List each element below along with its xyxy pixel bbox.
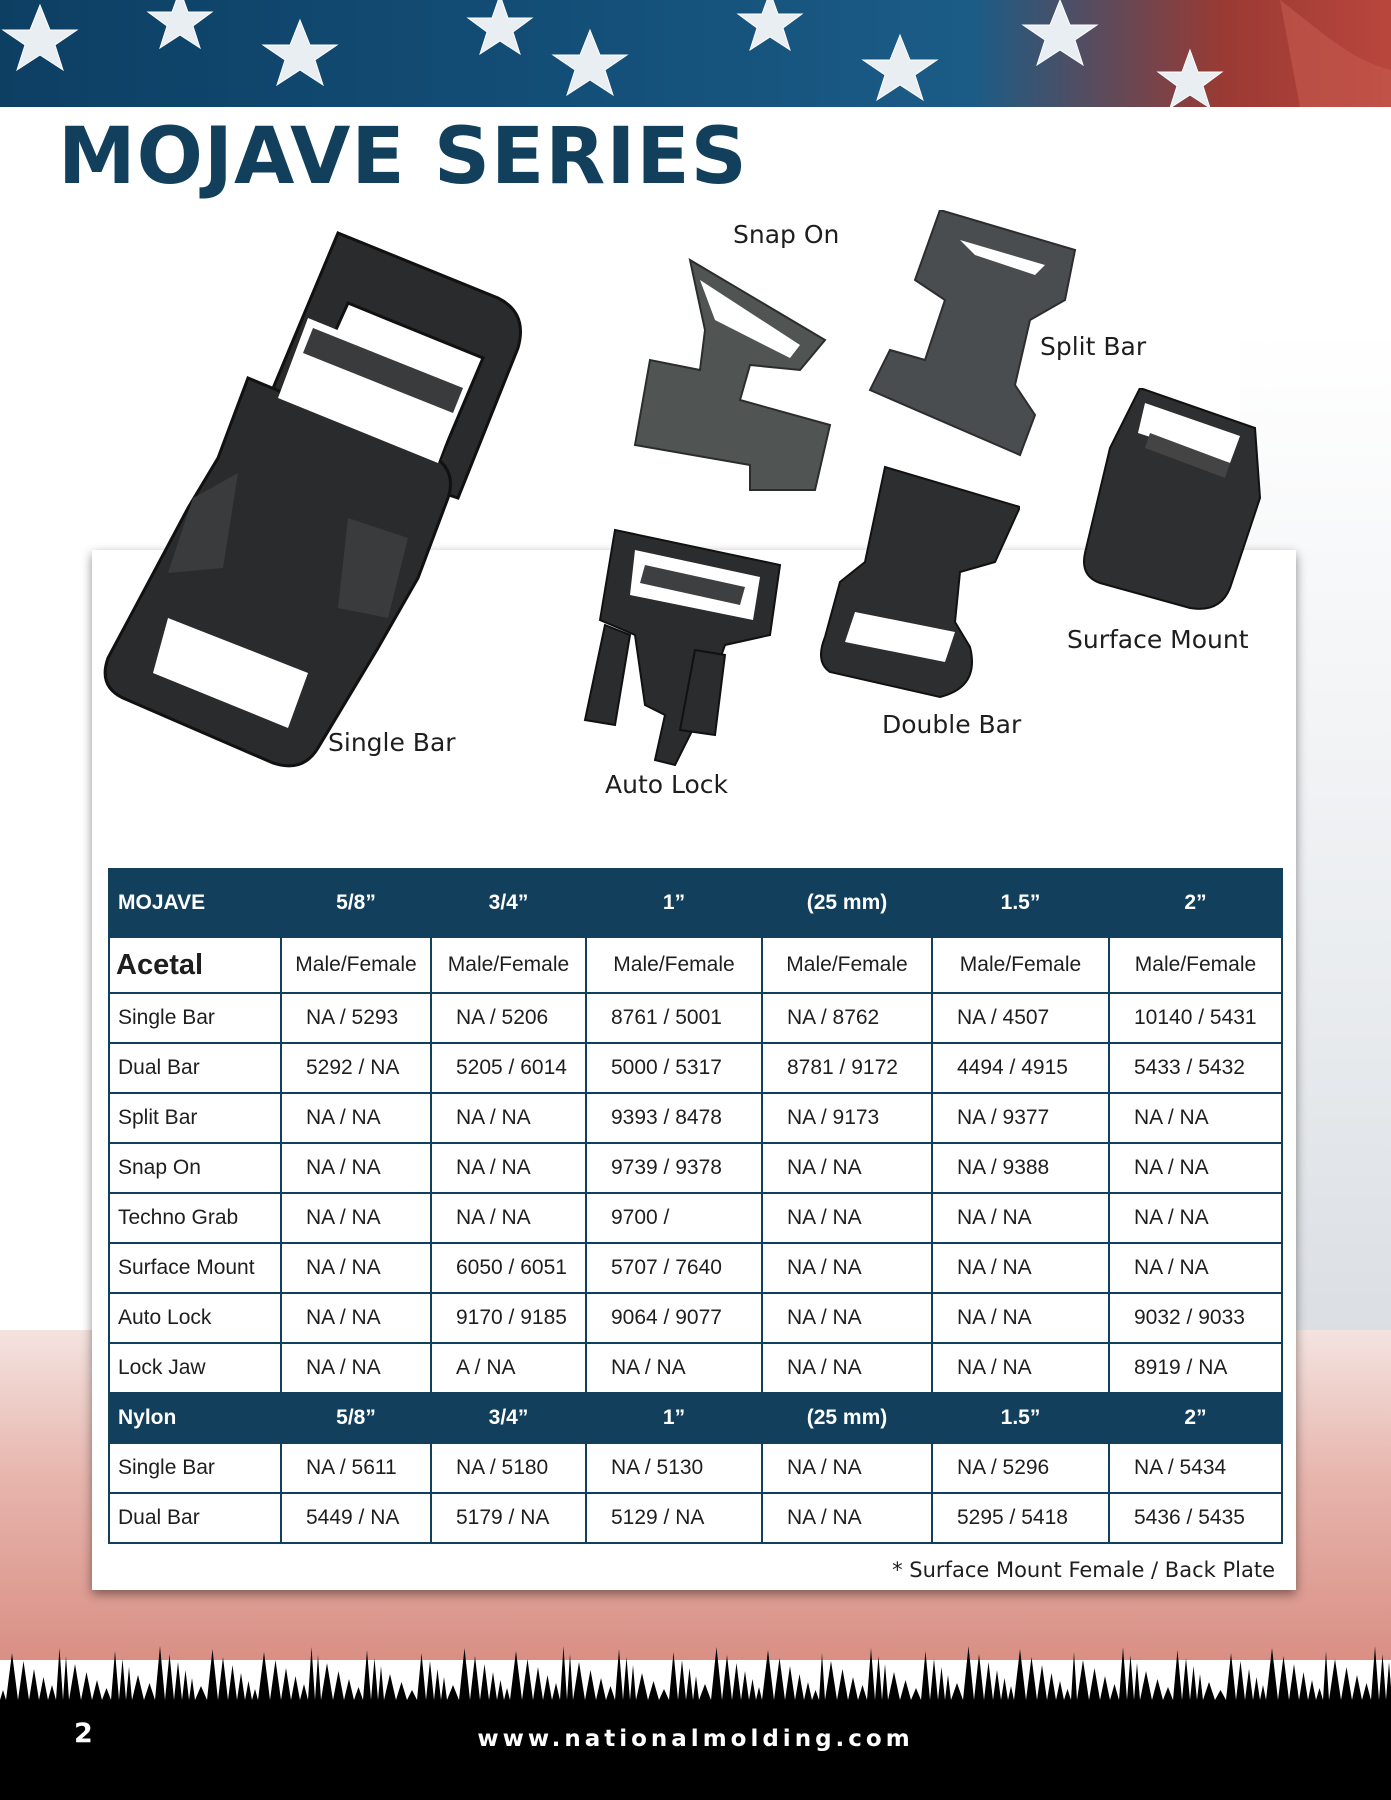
part-number-cell: NA / NA — [762, 1193, 932, 1243]
part-number-cell: 9064 / 9077 — [586, 1293, 762, 1343]
table-row — [109, 1293, 1282, 1343]
gender-label: Male/Female — [431, 937, 586, 993]
flag-banner — [0, 0, 1391, 107]
part-number-cell: NA / NA — [1109, 1143, 1282, 1193]
row-label: Techno Grab — [109, 1193, 281, 1243]
row-label: Snap On — [109, 1143, 281, 1193]
part-number-cell: NA / 5130 — [586, 1443, 762, 1493]
label-single-bar: Single Bar — [328, 728, 456, 757]
row-label: Single Bar — [109, 993, 281, 1043]
header-size: (25 mm) — [762, 869, 932, 937]
part-number-cell: NA / NA — [762, 1243, 932, 1293]
part-number-cell: NA / 5180 — [431, 1443, 586, 1493]
part-number-cell: 9700 / — [586, 1193, 762, 1243]
part-number-cell: NA / 5611 — [281, 1443, 431, 1493]
part-number-cell: 5436 / 5435 — [1109, 1493, 1282, 1543]
table-row — [109, 1143, 1282, 1193]
part-number-cell: 6050 / 6051 — [431, 1243, 586, 1293]
footnote: * Surface Mount Female / Back Plate — [892, 1558, 1275, 1582]
label-snap-on: Snap On — [733, 220, 840, 249]
header-size: 5/8” — [281, 1393, 431, 1443]
table-row — [109, 993, 1282, 1043]
label-surface-mount: Surface Mount — [1067, 625, 1249, 654]
part-number-cell: 5449 / NA — [281, 1493, 431, 1543]
header-size: 1.5” — [932, 1393, 1109, 1443]
part-number-cell: NA / NA — [762, 1493, 932, 1543]
table-row — [109, 1443, 1282, 1493]
table-row — [109, 1093, 1282, 1143]
gender-label: Male/Female — [1109, 937, 1282, 993]
header-material: Nylon — [109, 1393, 281, 1443]
header-size: (25 mm) — [762, 1393, 932, 1443]
part-number-cell: NA / NA — [932, 1293, 1109, 1343]
part-number-cell: NA / NA — [281, 1343, 431, 1393]
part-number-cell: NA / NA — [431, 1093, 586, 1143]
part-number-cell: 9739 / 9378 — [586, 1143, 762, 1193]
table-row — [109, 1493, 1282, 1543]
part-number-cell: 5292 / NA — [281, 1043, 431, 1093]
table-header-row — [109, 869, 1282, 937]
header-size: 2” — [1109, 1393, 1282, 1443]
part-number-cell: 5000 / 5317 — [586, 1043, 762, 1093]
part-number-cell: NA / 9173 — [762, 1093, 932, 1143]
header-size: 5/8” — [281, 869, 431, 937]
auto-lock-buckle-icon — [575, 525, 790, 770]
part-number-cell: NA / 9377 — [932, 1093, 1109, 1143]
part-number-cell: NA / NA — [932, 1193, 1109, 1243]
part-number-cell: NA / 4507 — [932, 993, 1109, 1043]
surface-mount-buckle-icon — [1080, 388, 1265, 618]
part-number-cell: NA / NA — [281, 1143, 431, 1193]
part-number-cell: 8761 / 5001 — [586, 993, 762, 1043]
row-label: Surface Mount — [109, 1243, 281, 1293]
part-number-cell: NA / NA — [281, 1293, 431, 1343]
header-series: MOJAVE — [109, 869, 281, 937]
snap-on-buckle-icon — [630, 250, 845, 500]
website-link[interactable]: www.nationalmolding.com — [477, 1726, 914, 1752]
part-number-cell: NA / NA — [431, 1193, 586, 1243]
part-number-cell: NA / 5296 — [932, 1443, 1109, 1493]
part-number-cell: NA / NA — [762, 1293, 932, 1343]
part-number-cell: NA / NA — [932, 1343, 1109, 1393]
label-split-bar: Split Bar — [1040, 332, 1147, 361]
part-number-cell: 5179 / NA — [431, 1493, 586, 1543]
part-number-cell: 5129 / NA — [586, 1493, 762, 1543]
row-label: Single Bar — [109, 1443, 281, 1493]
part-number-cell: 5433 / 5432 — [1109, 1043, 1282, 1093]
part-number-cell: A / NA — [431, 1343, 586, 1393]
header-size: 1” — [586, 869, 762, 937]
table-row — [109, 1343, 1282, 1393]
part-number-cell: NA / 8762 — [762, 993, 932, 1043]
part-number-cell: 8781 / 9172 — [762, 1043, 932, 1093]
label-auto-lock: Auto Lock — [605, 770, 728, 799]
gender-label: Male/Female — [932, 937, 1109, 993]
gender-label: Male/Female — [586, 937, 762, 993]
part-number-cell: 5205 / 6014 — [431, 1043, 586, 1093]
gender-label: Male/Female — [762, 937, 932, 993]
part-number-cell: 5295 / 5418 — [932, 1493, 1109, 1543]
part-number-cell: NA / 5206 — [431, 993, 586, 1043]
material-label: Acetal — [109, 937, 281, 993]
part-number-cell: NA / NA — [762, 1343, 932, 1393]
gender-label: Male/Female — [281, 937, 431, 993]
header-size: 1” — [586, 1393, 762, 1443]
acetal-subheader-row — [109, 937, 1282, 993]
page-number: 2 — [74, 1718, 93, 1749]
row-label: Dual Bar — [109, 1043, 281, 1093]
header-size: 2” — [1109, 869, 1282, 937]
part-number-cell: NA / 5293 — [281, 993, 431, 1043]
table-row — [109, 1043, 1282, 1093]
header-size: 1.5” — [932, 869, 1109, 937]
part-number-cell: NA / NA — [281, 1093, 431, 1143]
label-double-bar: Double Bar — [882, 710, 1022, 739]
table-row — [109, 1193, 1282, 1243]
row-label: Dual Bar — [109, 1493, 281, 1543]
part-number-cell: NA / NA — [281, 1193, 431, 1243]
double-bar-buckle-icon — [820, 462, 1020, 702]
part-number-cell: NA / NA — [431, 1143, 586, 1193]
header-size: 3/4” — [431, 869, 586, 937]
part-number-cell: 8919 / NA — [1109, 1343, 1282, 1393]
part-number-cell: 9393 / 8478 — [586, 1093, 762, 1143]
flag-stars-decoration — [0, 0, 1391, 107]
nylon-header-row — [109, 1393, 1282, 1443]
part-number-cell: 4494 / 4915 — [932, 1043, 1109, 1093]
row-label: Split Bar — [109, 1093, 281, 1143]
part-number-cell: NA / NA — [762, 1143, 932, 1193]
part-number-cell: 5707 / 7640 — [586, 1243, 762, 1293]
table-row — [109, 1243, 1282, 1293]
header-size: 3/4” — [431, 1393, 586, 1443]
part-number-cell: NA / NA — [586, 1343, 762, 1393]
part-number-cell: NA / 5434 — [1109, 1443, 1282, 1493]
part-number-cell: NA / 9388 — [932, 1143, 1109, 1193]
part-number-cell: NA / NA — [1109, 1243, 1282, 1293]
part-number-cell: NA / NA — [1109, 1193, 1282, 1243]
spec-table — [108, 868, 1283, 1544]
part-number-cell: 9170 / 9185 — [431, 1293, 586, 1343]
part-number-cell: NA / NA — [1109, 1093, 1282, 1143]
part-number-cell: NA / NA — [762, 1443, 932, 1493]
part-number-cell: 10140 / 5431 — [1109, 993, 1282, 1043]
page-title: MOJAVE SERIES — [58, 112, 748, 202]
part-number-cell: NA / NA — [281, 1243, 431, 1293]
single-bar-buckle-icon — [98, 228, 530, 768]
part-number-cell: 9032 / 9033 — [1109, 1293, 1282, 1343]
part-number-cell: NA / NA — [932, 1243, 1109, 1293]
row-label: Auto Lock — [109, 1293, 281, 1343]
row-label: Lock Jaw — [109, 1343, 281, 1393]
